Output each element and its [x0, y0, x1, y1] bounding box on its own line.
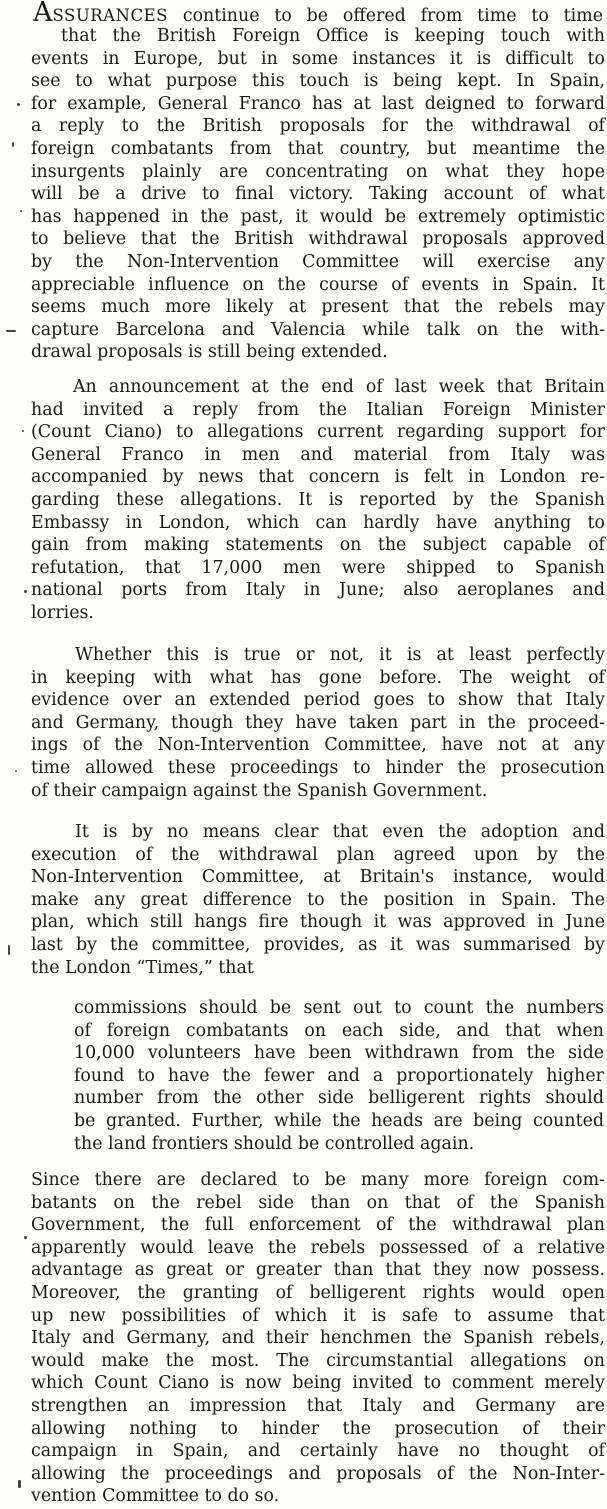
- scan-speck: [6, 330, 16, 332]
- scan-speck: [20, 210, 22, 212]
- text-line: insurgents plainly are concentrating on what they hope: [31, 161, 605, 182]
- paragraph-1-body: [31, 25, 605, 364]
- text-line: and Germany, though they have taken part in the proceed-: [31, 712, 605, 733]
- text-line: An announcement at the end of last week that Britain: [73, 377, 605, 397]
- text-line: found to have the fewer and a proportionately higher: [74, 1065, 604, 1086]
- text-line: the London “Times,” that: [31, 957, 254, 978]
- text-line: ings of the Non-Intervention Committee, have not at any: [31, 735, 605, 756]
- text-line: apparently would leave the rebels possessed of a relative: [31, 1237, 605, 1258]
- text-line: commissions should be sent out to count the numbers: [74, 998, 604, 1018]
- text-line: General Franco in men and material from Italy was: [31, 444, 605, 465]
- text-line: by the Non-Intervention Committee will exercise any: [31, 251, 605, 272]
- text-line: the land frontiers should be controlled again.: [74, 1133, 475, 1154]
- drop-cap: A: [33, 0, 53, 28]
- opening-word: SSURANCES: [52, 6, 168, 25]
- text-line: events in Europe, but in some instances it is difficult to: [31, 48, 605, 69]
- scan-speck: [12, 142, 14, 147]
- text-line: seems much more likely at present that the rebels may: [31, 297, 605, 318]
- text-line: capture Barcelona and Valencia while talk on the with-: [31, 319, 605, 340]
- text-line: see to what purpose this touch is being kept. In Spain,: [31, 71, 605, 92]
- text-line: number from the other side belligerent rights should: [74, 1088, 604, 1109]
- text-line: which Count Ciano is now being invited to comment merely: [31, 1373, 605, 1394]
- scan-speck: [24, 1236, 27, 1239]
- text-line: gain from making statements on the subject capable of: [31, 535, 605, 556]
- text-line: up new possibilities of which it is safe to assume that: [31, 1305, 605, 1326]
- paragraph-4: [31, 821, 605, 979]
- text-line: garding these allegations. It is reported by the Spanish: [31, 489, 605, 510]
- text-line: plan, which still hangs fire though it was approved in June: [31, 912, 605, 933]
- scan-speck: [24, 590, 27, 593]
- text-line: time allowed these proceedings to hinder the prosecution: [31, 757, 605, 778]
- text-line: campaign in Spain, and certainly have no thought of: [31, 1441, 605, 1462]
- block-quote: [74, 997, 604, 1155]
- text-line: execution of the withdrawal plan agreed upon by the: [31, 844, 605, 865]
- text-line: strengthen an impression that Italy and Germany are: [31, 1395, 605, 1416]
- text-line: allowing the proceedings and proposals of the Non-Inter-: [31, 1463, 605, 1484]
- scan-speck: [18, 1480, 21, 1488]
- text-line: Non-Intervention Committee, at Britain's instance, would: [31, 867, 605, 888]
- text-line: in keeping with what has gone before. The weight of: [31, 667, 605, 688]
- text-line: Italy and Germany, and their henchmen the Spanish rebels,: [31, 1328, 605, 1349]
- paragraph-1: [33, 0, 603, 28]
- text-line: for example, General Franco has at last deigned to forward: [31, 93, 605, 114]
- text-line: accompanied by news that concern is felt in London re-: [31, 467, 605, 488]
- scan-speck: [15, 770, 17, 772]
- text-line: a reply to the British proposals for the withdrawal of: [31, 116, 605, 137]
- text-line: advantage as great or greater than that they now possess.: [31, 1260, 605, 1281]
- text-line: make any great difference to the position in Spain. The: [31, 889, 605, 910]
- text-line: appreciable influence on the course of events in Spain. It: [31, 274, 605, 295]
- text-line: be granted. Further, while the heads are being counted: [74, 1110, 604, 1131]
- text-line: vention Committee to do so.: [31, 1486, 280, 1507]
- text-line: national ports from Italy in June; also aeroplanes and: [31, 580, 605, 601]
- scan-speck: [17, 103, 20, 106]
- text-line: Government, the full enforcement of the withdrawal plan: [31, 1215, 605, 1236]
- text-line: evidence over an extended period goes to show that Italy: [31, 690, 605, 711]
- text-line: has happened in the past, it would be extremely optimistic: [31, 206, 605, 227]
- text-line: last by the committee, provides, as it was summarised by: [31, 934, 605, 955]
- scan-speck: [8, 945, 10, 955]
- text-line: It is by no means clear that even the adoption and: [75, 822, 605, 842]
- text-line: Whether this is true or not, it is at least perfectly: [75, 645, 605, 665]
- text-line: Moreover, the granting of belligerent rights would open: [31, 1282, 605, 1303]
- text-line: of their campaign against the Spanish Government.: [31, 780, 488, 801]
- text-line: to believe that the British withdrawal proposals approved: [31, 229, 605, 250]
- text-line: (Count Ciano) to allegations current regarding support for: [31, 422, 605, 443]
- text-line: that the British Foreign Office is keeping touch with: [61, 26, 605, 46]
- paragraph-2: [31, 376, 605, 625]
- text-line: had invited a reply from the Italian Foreign Minister: [31, 399, 605, 420]
- text-line: 10,000 volunteers have been withdrawn from the side: [74, 1043, 604, 1064]
- paragraph-3: [31, 644, 605, 802]
- paragraph-5: [31, 1169, 605, 1508]
- text-line: of foreign combatants on each side, and that when: [74, 1020, 604, 1041]
- text-line: batants on the rebel side than on that of the Spanish: [31, 1192, 605, 1213]
- text-line: allowing nothing to hinder the prosecution of their: [31, 1418, 605, 1439]
- text-line: will be a drive to final victory. Taking account of what: [31, 184, 605, 205]
- text-line: Embassy in London, which can hardly have anything to: [31, 512, 605, 533]
- text-line: lorries.: [31, 602, 94, 623]
- text-line: drawal proposals is still being extended.: [31, 342, 388, 363]
- scan-speck: [22, 430, 24, 432]
- first-line-text: continue to be offered from time to time: [167, 6, 603, 26]
- text-line: Since there are declared to be many more foreign com-: [31, 1170, 605, 1190]
- text-line: foreign combatants from that country, but meantime the: [31, 138, 605, 159]
- text-line: refutation, that 17,000 men were shipped to Spanish: [31, 557, 605, 578]
- text-line: would make the most. The circumstantial allegations on: [31, 1350, 605, 1371]
- paragraph-1-first-line: [33, 0, 603, 28]
